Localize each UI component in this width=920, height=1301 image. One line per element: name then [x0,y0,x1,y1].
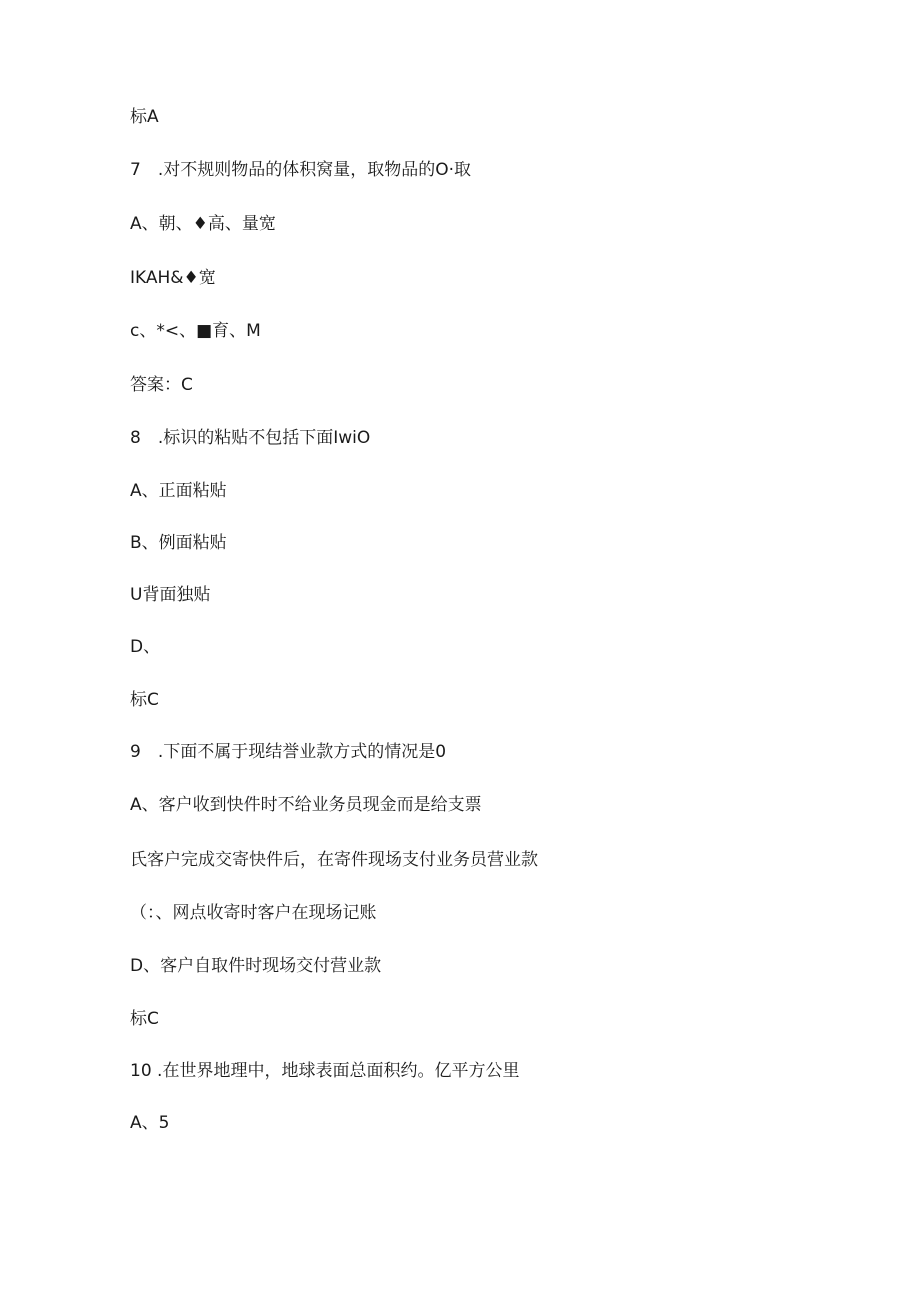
option-c: U背面独贴 [130,585,211,605]
option-b: B、例面粘贴 [130,533,227,553]
option-b: IKAH&♦宽 [130,268,216,288]
option-b: 氏客户完成交寄快件后，在寄件现场支付业务员营业款 [130,850,538,870]
question-9: 9 .下面不属于现结誉业款方式的情况是0 [130,742,447,762]
option-c: （：、网点收寄时客户在现场记账 [130,903,377,923]
option-a: A、客户收到快件时不给业务员现金而是给支票 [130,795,482,815]
option-c: c、*<、■育、M [130,321,261,341]
answer-line: 标A [130,107,159,127]
answer-line: 标C [130,1009,159,1029]
question-7: 7 .对不规则物品的体积窝量，取物品的O·取 [130,160,472,180]
option-a: A、正面粘贴 [130,481,227,501]
option-a: A、朝、♦高、量宽 [130,214,276,234]
question-8: 8 .标识的粘贴不包括下面IwiO [130,428,371,448]
answer-line: 答案：C [130,375,193,395]
option-d: D、客户自取件时现场交付营业款 [130,956,382,976]
option-d: D、 [130,637,161,657]
question-10: 10 .在世界地理中，地球表面总面积约。亿平方公里 [130,1061,520,1081]
option-a: A、5 [130,1113,170,1133]
answer-line: 标C [130,690,159,710]
